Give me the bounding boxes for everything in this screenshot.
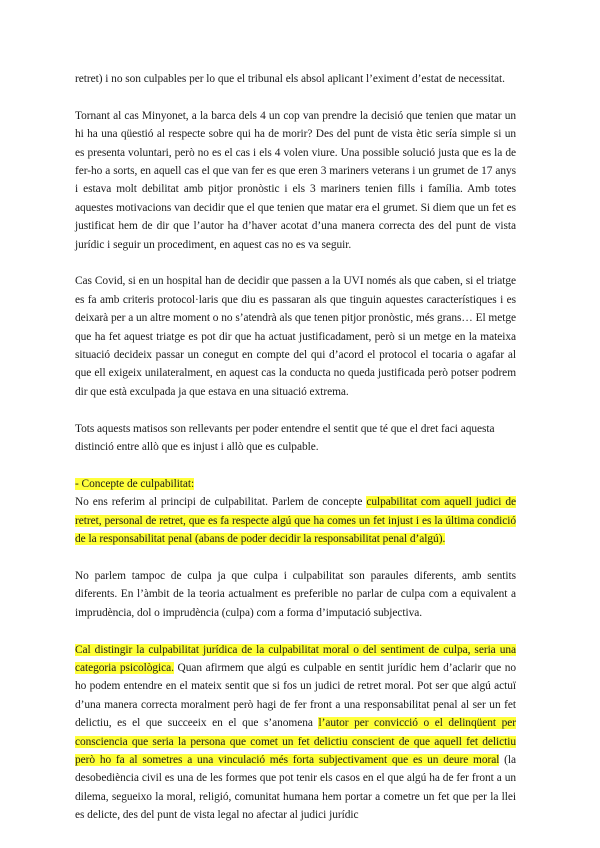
paragraph-culpabilitat-juridica xyxy=(75,641,516,825)
paragraph-concepte-culpabilitat xyxy=(75,475,516,549)
text-segment: No ens referim al principi de culpabilitat. Parlem de concepte xyxy=(75,496,367,509)
text-segment: No parlem tampoc de culpa ja que culpa i culpabilitat son paraules diferents, amb sentits diferents. En l’àmbit de la teoria actualment es preferible no parlar de culpa com a equivalent a imprudència, dol o imprudència (culpa) com a forma d’imputació subjectiva. xyxy=(75,569,516,619)
highlighted-text: l’autor per convicció o el delinqüent per consciencia que seria la persona que comet un fet delictiu conscient de que aquell fet delictiu però ho fa al sometres a una vinculació més forta subjectivament que es un deure moral xyxy=(75,717,516,766)
text-segment: Cas Covid, si en un hospital han de decidir que passen a la UVI només als que caben, si el triatge es fa amb criteris protocol·laris que diu es passaran als que tinguin aquestes característiques i es deixarà per a un altre moment o no s’atendrà als que tenen pitjor pronòstic, més grans… El metge que ha fet aquest triatge es pot dir que ha actuat justificadament, però si un metge en la mateixa situació decideix passar un conegut en compte del qui d’acord el protocol el tocaria o agafar al que ell exigeix unilateralment, en aquest cas la conducta no queda justificada però potser podrem dir que està exculpada ja que estava en una situació extrema. xyxy=(75,275,516,398)
highlighted-text: Cal distingir la culpabilitat jurídica de la culpabilitat moral o del sentiment de culpa, seria una categoria psicològica. xyxy=(75,643,516,674)
text-segment: Quan afirmem que algú es culpable en sentit jurídic hem d’aclarir que no ho podem entendre en el mateix sentit que si fos un judici de retret moral. Pot ser que algú actuï d’una manera correcta moralment però hagi de fer front a una responsabilitat penal al ser un fet delictiu, es el que succeeix en el que s’anomena xyxy=(75,661,516,730)
highlighted-text: culpabilitat com aquell judici de retret, personal de retret, que es fa respecte algú que ha comes un fet injust i es la última condició de la responsabilitat penal (abans de poder decidir la responsabilitat penal d’algú). xyxy=(75,496,516,546)
paragraph-1 xyxy=(75,70,516,88)
section-heading: - Concepte de culpabilitat: xyxy=(75,477,195,490)
text-segment: retret) i no son culpables per lo que el tribunal els absol aplicant l’eximent d’estat de necessitat. xyxy=(75,73,505,85)
text-segment: (la desobediència civil es una de les formes que pot tenir els casos en el que algú ha de fer front a un dilema, segueixo la moral, religió, comunitat humana hem portar a cometre un fet que per la llei es delicte, des del punt de vista legal no afectar al judici jurídic xyxy=(75,753,516,822)
text-segment: Tornant al cas Minyonet, a la barca dels 4 un cop van prendre la decisió que tenien que matar un hi ha una qüestió al respecte sobre qui ha de morir? Des del punt de vista ètic sería simple si un es presenta voluntari, però no es el cas i els 4 volen viure. Una possible solució justa que es la de fer-ho a sorts, en aquell cas el que van fer es que eren 3 mariners veterans i un grumet de 17 anys i estava molt debilitat amb pitjor pronòstic i els 3 mariners tenien fills i família. Amb totes aquestes motivacions van decidir que el que tenien que matar era el grumet. Si diem que un fet es justificat hem de dir que l’autor ha d’haver acotat d’una manera correcta des del punt de vista jurídic i seguir un procediment, en aquest cas no es va seguir. xyxy=(75,109,516,251)
paragraph-matisos xyxy=(75,420,516,457)
paragraph-cas-minyonet xyxy=(75,107,516,254)
paragraph-cas-covid xyxy=(75,272,516,401)
text-segment: Tots aquests matisos son rellevants per poder entendre el sentit que té que el dret faci aquesta distinció entre allò que es injust i allò que es culpable. xyxy=(75,422,495,454)
paragraph-culpa xyxy=(75,567,516,622)
